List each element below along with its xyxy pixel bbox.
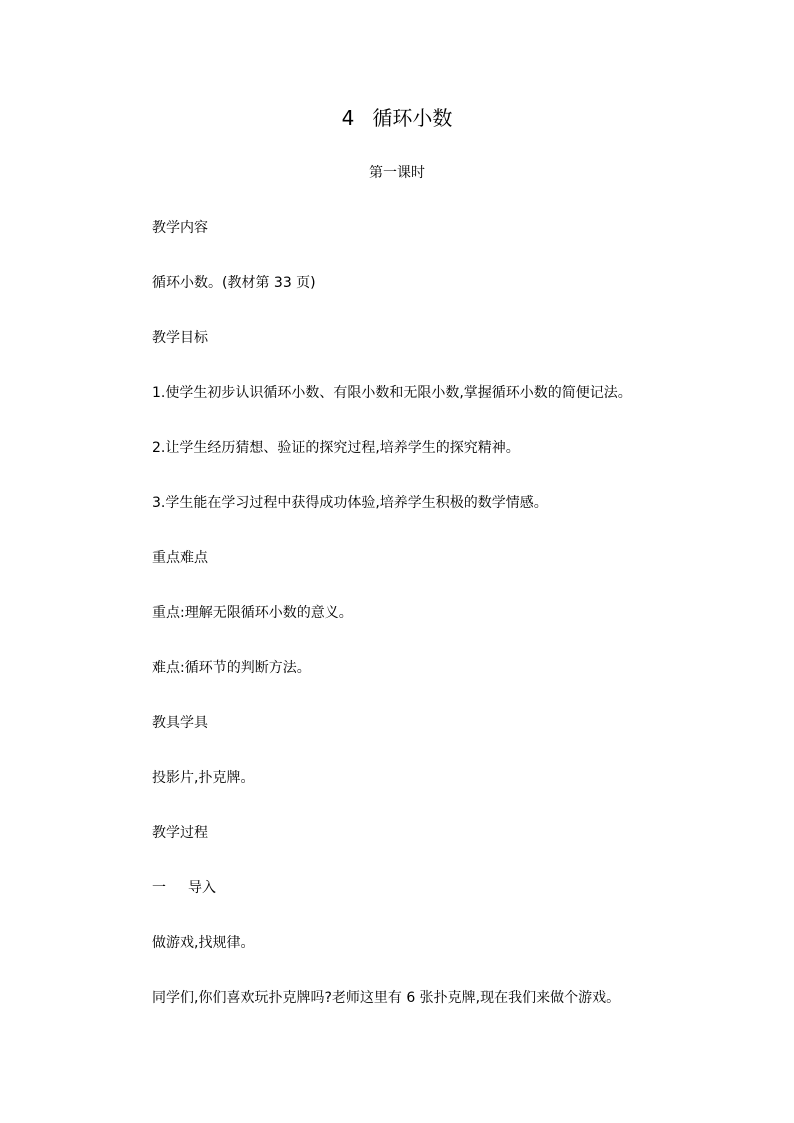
key-point-text: 重点:理解无限循环小数的意义。	[152, 605, 353, 621]
heading-teaching-aids: 教具学具	[152, 715, 208, 731]
title-text: 循环小数	[372, 106, 453, 130]
section-intro-heading	[152, 878, 216, 898]
teaching-aids-text: 投影片,扑克牌。	[152, 770, 255, 786]
heading-teaching-goals: 教学目标	[152, 330, 208, 346]
teaching-content-text: 循环小数。(教材第 33 页)	[152, 275, 316, 291]
lesson-subtitle: 第一课时	[369, 165, 425, 181]
goal-item-3: 3.学生能在学习过程中获得成功体验,培养学生积极的数学情感。	[152, 495, 548, 511]
section-marker: 一	[152, 880, 166, 896]
page-title	[0, 104, 794, 132]
heading-teaching-content: 教学内容	[152, 220, 208, 236]
title-number: 4	[341, 106, 355, 130]
heading-key-points: 重点难点	[152, 550, 208, 566]
goal-item-1: 1.使学生初步认识循环小数、有限小数和无限小数,掌握循环小数的简便记法。	[152, 385, 632, 401]
activity-text: 做游戏,找规律。	[152, 935, 255, 951]
goal-item-2: 2.让学生经历猜想、验证的探究过程,培养学生的探究精神。	[152, 440, 520, 456]
difficult-point-text: 难点:循环节的判断方法。	[152, 660, 311, 676]
intro-dialogue-text: 同学们,你们喜欢玩扑克牌吗?老师这里有 6 张扑克牌,现在我们来做个游戏。	[152, 990, 621, 1006]
heading-teaching-process: 教学过程	[152, 825, 208, 841]
section-label: 导入	[188, 880, 216, 896]
